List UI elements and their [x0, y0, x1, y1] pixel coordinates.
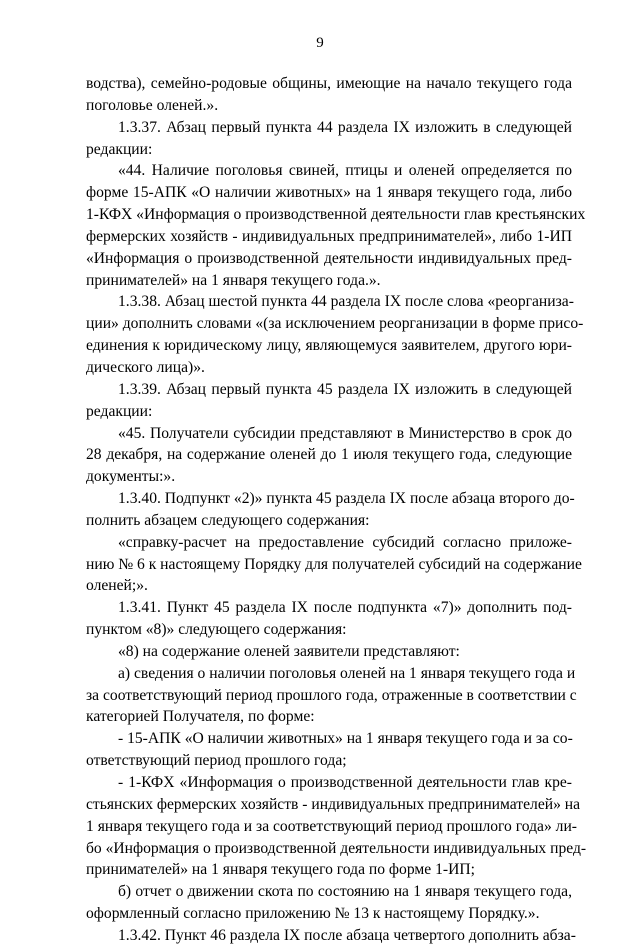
text-line: «8) на содержание оленей заявители представляют:	[118, 642, 460, 660]
paragraph	[86, 728, 572, 772]
text-line: - 1-КФХ «Информация о производственной деятельности глав кре-	[118, 774, 572, 791]
text-line: «45. Получатели субсидии представляют в Министерство в срок до	[118, 424, 572, 442]
text-line: б) отчет о движении скота по состоянию на 1 января текущего года,	[118, 883, 572, 901]
paragraph	[86, 881, 572, 925]
text-line: форме 15-АПК «О наличии животных» на 1 января текущего года, либо	[86, 184, 572, 202]
text-line: полнить абзацем следующего содержания:	[86, 511, 370, 529]
text-line: 1.3.39. Абзац первый пункта 45 раздела IX изложить в следующей	[118, 380, 572, 398]
text-line: водства), семейно-родовые общины, имеющие на начало текущего года	[86, 75, 572, 92]
text-line: 1.3.38. Абзац шестой пункта 44 раздела IX после слова «реорганиза-	[118, 293, 574, 311]
text-line: редакции:	[86, 140, 153, 158]
paragraph	[86, 291, 584, 378]
text-line: 1 января текущего года и за соответствующий период прошлого года» ли-	[86, 817, 577, 835]
text-line: - 15-АПК «О наличии животных» на 1 января текущего года и за со-	[118, 730, 573, 748]
text-line: фермерских хозяйств - индивидуальных предпринимателей», либо 1-ИП	[86, 227, 572, 245]
text-line: стьянских фермерских хозяйств - индивидуальных предпринимателей» на	[86, 795, 581, 813]
text-line: 28 декабря, на содержание оленей до 1 июля текущего года, следующие	[86, 446, 572, 464]
text-line: «44. Наличие поголовья свиней, птицы и оленей определяется по	[118, 162, 572, 180]
page-number: 9	[316, 35, 324, 51]
paragraph	[86, 423, 572, 489]
text-line: категорией Получателя, по форме:	[86, 708, 315, 726]
text-line: принимателей» на 1 января текущего года.».	[86, 271, 381, 289]
paragraph	[86, 532, 582, 598]
text-line: принимателей» на 1 января текущего года по форме 1-ИП;	[86, 861, 475, 879]
paragraph	[86, 597, 572, 641]
text-line: документы:».	[86, 468, 176, 486]
text-line: «справку-расчет на предоставление субсидий согласно приложе-	[118, 533, 572, 551]
text-line: 1.3.37. Абзац первый пункта 44 раздела IX изложить в следующей	[118, 118, 572, 136]
text-line: «Информация о производственной деятельности индивидуальных пред-	[86, 249, 572, 267]
text-line: нию № 6 к настоящему Порядку для получателей субсидий на содержание	[86, 555, 582, 573]
text-line: 1.3.41. Пункт 45 раздела IX после подпункта «7)» дополнить под-	[118, 599, 572, 617]
text-line: редакции:	[86, 402, 153, 420]
text-line: 1.3.40. Подпункт «2)» пункта 45 раздела IX после абзаца второго до-	[118, 490, 575, 508]
paragraph	[86, 379, 572, 423]
document-body	[86, 73, 587, 947]
text-line: пунктом «8)» следующего содержания:	[86, 621, 347, 639]
paragraph	[86, 488, 575, 532]
paragraph	[86, 641, 572, 663]
text-line: ответствующий период прошлого года;	[86, 752, 347, 770]
text-line: единения к юридическому лицу, являющемуся заявителем, другого юри-	[86, 337, 572, 355]
paragraph	[86, 117, 572, 161]
text-line: 1.3.42. Пункт 46 раздела IX после абзаца четвертого дополнить абза-	[118, 926, 576, 944]
text-line: оформленный согласно приложению № 13 к настоящему Порядку.».	[86, 905, 540, 923]
text-line: дического лица)».	[86, 358, 205, 376]
paragraph	[86, 663, 577, 729]
paragraph	[86, 73, 572, 117]
paragraph	[86, 925, 576, 947]
text-line: 1-КФХ «Информация о производственной деятельности глав крестьянских	[86, 206, 586, 224]
text-line: поголовье оленей.».	[86, 96, 219, 114]
text-line: а) сведения о наличии поголовья оленей на 1 января текущего года и	[118, 664, 576, 682]
paragraph	[86, 160, 586, 291]
text-line: бо «Информация о производственной деятельности индивидуальных пред-	[86, 839, 587, 857]
text-line: оленей;».	[86, 577, 148, 595]
text-line: за соответствующий период прошлого года, отраженные в соответствии с	[86, 686, 577, 704]
text-line: ции» дополнить словами «(за исключением реорганизации в форме присо-	[86, 315, 584, 333]
paragraph	[86, 772, 587, 881]
